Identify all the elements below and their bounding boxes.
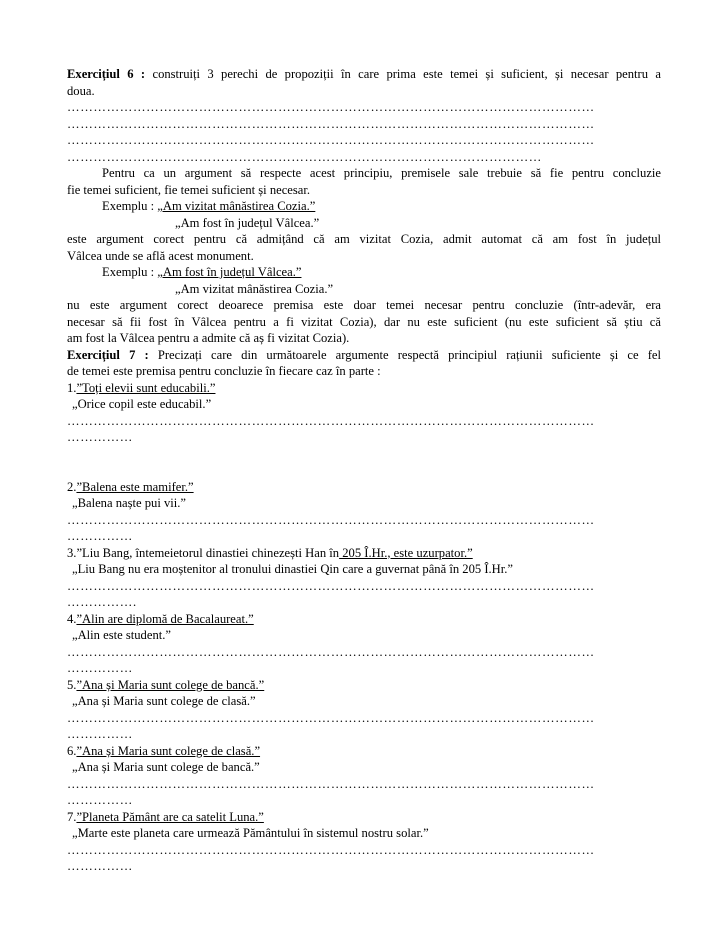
item-7-premise-line bbox=[67, 809, 661, 826]
ex6-heading-line bbox=[67, 66, 661, 83]
item-7-conclusion: „Marte este planeta care urmează Pământului în sistemul nostru solar.” bbox=[72, 826, 429, 840]
item-number: 2. bbox=[67, 479, 77, 494]
explain-p1-l1: Pentru ca un argument să respecte acest principiu, premisele sale trebuie să fie pentru concluzie bbox=[102, 166, 661, 180]
item-2-conclusion: „Balena naște pui vii.” bbox=[72, 496, 187, 510]
answer-dots-tail: …………… bbox=[67, 793, 133, 807]
answer-dots-tail: …………… bbox=[67, 859, 133, 873]
example-2-prefix: Exemplu : bbox=[102, 265, 158, 279]
example-1-premise: „Am vizitat mânăstirea Cozia.” bbox=[157, 199, 316, 213]
item-3-premise-b: 205 Î.Hr., este uzurpator.” bbox=[339, 545, 473, 560]
spacer bbox=[67, 446, 661, 479]
ex6-label: Exercițiul 6 : bbox=[67, 67, 146, 81]
answer-dots: ………………………………………………………………………………………………………… bbox=[67, 644, 595, 659]
item-2-premise-line bbox=[67, 479, 661, 496]
answer-dots-tail: ……………. bbox=[67, 595, 137, 609]
answer-dots-tail: …………… bbox=[67, 529, 133, 543]
answer-dots: ………………………………………………………………………………………………………… bbox=[67, 116, 595, 131]
item-6-premise-line bbox=[67, 743, 661, 760]
item-5-conclusion: „Ana și Maria sunt colege de clasă.” bbox=[72, 694, 256, 708]
item-4-conclusion: „Alin este student.” bbox=[72, 628, 171, 642]
example-2-premise: „Am fost în județul Vâlcea.” bbox=[157, 265, 302, 279]
answer-dots: ………………………………………………………………………………………………………… bbox=[67, 842, 595, 857]
item-number: 3. bbox=[67, 545, 77, 560]
item-1-conclusion: „Orice copil este educabil.” bbox=[72, 397, 212, 411]
item-3-premise-a: ”Liu Bang, întemeietorul dinastiei chinezești Han în bbox=[76, 545, 340, 560]
answer-dots: ………………………………………………………………………………………………………… bbox=[67, 710, 595, 725]
explain-c2-l2: necesar să fii fost în Vâlcea pentru a fi vizitat Cozia), dar nu este suficient (nu este suficient să știu că bbox=[67, 314, 661, 329]
example-1-premise-line bbox=[67, 198, 661, 215]
item-1-premise: ”Toți elevii sunt educabili.” bbox=[76, 380, 216, 395]
item-3-premise-line bbox=[67, 545, 661, 562]
item-4-premise-line bbox=[67, 611, 661, 628]
item-2-premise: ”Balena este mamifer.” bbox=[76, 479, 194, 494]
item-number: 5. bbox=[67, 677, 77, 692]
answer-dots: ………………………………………………………………………………………………………… bbox=[67, 512, 595, 527]
answer-dots: ………………………………………………………………………………………………………… bbox=[67, 776, 595, 791]
explain-c2-l1: nu este argument corect deoarece premisa este doar temei necesar pentru concluzie (într-adevăr, era bbox=[67, 298, 661, 312]
answer-dots: ………………………………………………………………………………………………………… bbox=[67, 578, 595, 593]
example-1-prefix: Exemplu : bbox=[102, 199, 158, 213]
explain-c1-l2: Vâlcea unde se află acest monument. bbox=[67, 248, 254, 263]
item-number: 1. bbox=[67, 380, 77, 395]
ex7-label: Exercițiul 7 : bbox=[67, 347, 149, 362]
item-6-premise: ”Ana și Maria sunt colege de clasă.” bbox=[76, 743, 261, 758]
item-number: 7. bbox=[67, 809, 77, 824]
answer-dots-tail: …………… bbox=[67, 661, 133, 675]
example-2-conclusion: „Am vizitat mânăstirea Cozia.” bbox=[175, 281, 334, 296]
ex7-text-l1: Precizați care din următoarele argumente respectă principiul rațiunii suficiente și ce fel bbox=[148, 347, 661, 362]
ex7-heading-line bbox=[67, 347, 661, 364]
ex7-text-l2: de temei este premisa pentru concluzie în fiecare caz în parte : bbox=[67, 364, 381, 378]
ex6-text-l2: doua. bbox=[67, 83, 95, 98]
item-5-premise-line bbox=[67, 677, 661, 694]
example-2-premise-line bbox=[67, 264, 661, 281]
explain-c2-l3: am fost la Vâlcea pentru a admite că aș fi vizitat Cozia). bbox=[67, 331, 350, 345]
answer-dots: ………………………………………………………………………………………………………… bbox=[67, 100, 595, 114]
item-3-conclusion: „Liu Bang nu era moștenitor al tronului dinastiei Qin care a guvernat până în 205 Î.Hr.” bbox=[72, 562, 513, 576]
example-1-conclusion: „Am fost în județul Vâlcea.” bbox=[175, 215, 320, 230]
answer-dots: ………………………………………………………………………………………………………… bbox=[67, 133, 595, 147]
item-number: 6. bbox=[67, 743, 77, 758]
answer-dots: ……………………………………………………………………………………………… bbox=[67, 149, 542, 164]
explain-c1-l1: este argument corect pentru că admițând că am vizitat Cozia, admit automat că am fost în județul bbox=[67, 232, 661, 246]
item-5-premise: ”Ana și Maria sunt colege de bancă.” bbox=[76, 677, 265, 692]
document-page bbox=[67, 66, 661, 875]
answer-dots: ………………………………………………………………………………………………………… bbox=[67, 413, 595, 428]
answer-dots-tail: …………… bbox=[67, 727, 133, 741]
item-4-premise: ”Alin are diplomă de Bacalaureat.” bbox=[76, 611, 254, 626]
item-6-conclusion: „Ana și Maria sunt colege de bancă.” bbox=[72, 760, 260, 774]
answer-dots-tail: …………… bbox=[67, 430, 133, 444]
item-1-premise-line bbox=[67, 380, 661, 397]
ex6-text-l1: construiți 3 perechi de propoziții în care prima este temei și suficient, și necesar pentru a bbox=[145, 67, 661, 81]
explain-p1-l2: fie temei suficient, fie temei suficient și necesar. bbox=[67, 182, 311, 197]
item-7-premise: ”Planeta Pământ are ca satelit Luna.” bbox=[76, 809, 264, 824]
item-number: 4. bbox=[67, 611, 77, 626]
